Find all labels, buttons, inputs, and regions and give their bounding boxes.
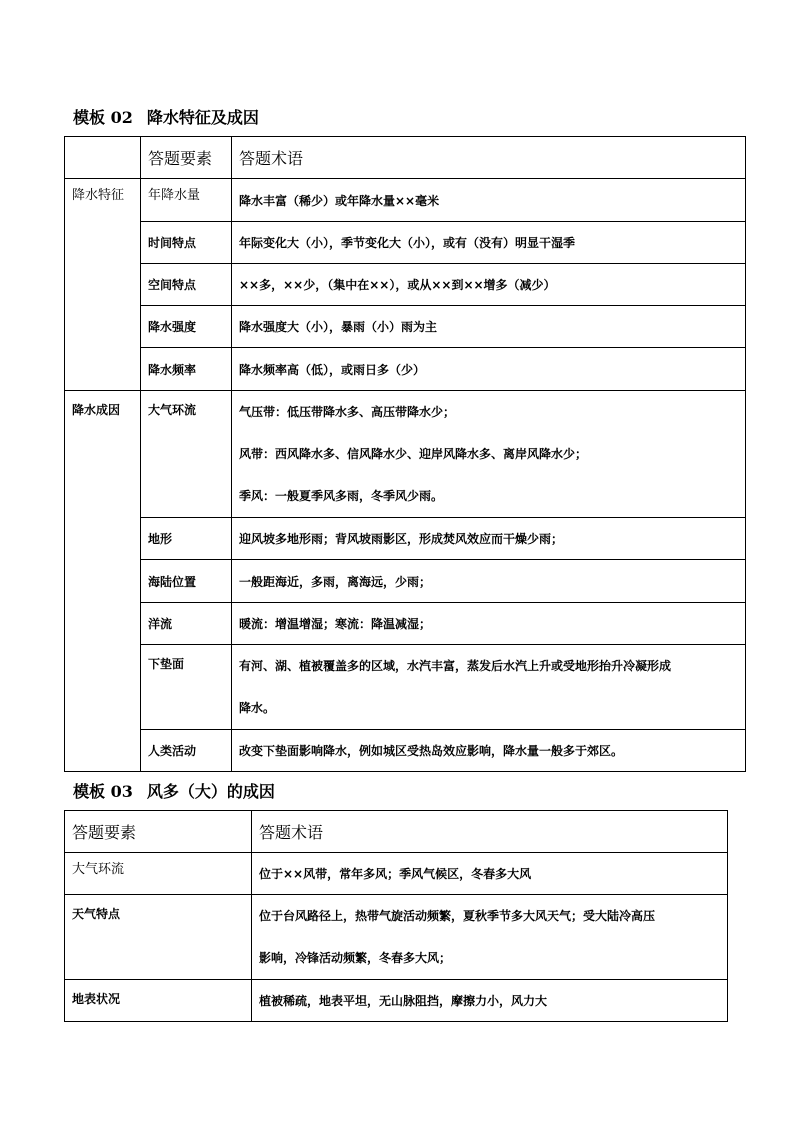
row-element: 空间特点 bbox=[141, 264, 232, 306]
row-element: 洋流 bbox=[141, 603, 232, 645]
table-row bbox=[65, 264, 746, 306]
row-term bbox=[232, 391, 746, 518]
table-row bbox=[65, 222, 746, 264]
row-element: 人类活动 bbox=[141, 730, 232, 772]
header-empty-cell bbox=[65, 137, 141, 179]
row-term: ××多，××少，（集中在××），或从××到××增多（减少） bbox=[232, 264, 746, 306]
table-row bbox=[65, 895, 728, 980]
template-03-heading bbox=[73, 779, 275, 802]
row-element: 大气环流 bbox=[141, 391, 232, 518]
table-header-row bbox=[65, 137, 746, 179]
row-element: 下垫面 bbox=[141, 645, 232, 730]
row-element: 降水强度 bbox=[141, 306, 232, 348]
row-element: 降水频率 bbox=[141, 348, 232, 391]
template-02-code: 模板 02 bbox=[73, 108, 133, 127]
table-row bbox=[65, 391, 746, 518]
row-term: 降水丰富（稀少）或年降水量××毫米 bbox=[232, 179, 746, 222]
row-element: 时间特点 bbox=[141, 222, 232, 264]
table-row bbox=[65, 645, 746, 730]
template-02-heading bbox=[73, 105, 259, 128]
term-line: 气压带：低压带降水多、高压带降水少； bbox=[239, 405, 456, 419]
template-02-title: 降水特征及成因 bbox=[146, 108, 259, 127]
row-term: 降水强度大（小），暴雨（小）雨为主 bbox=[232, 306, 746, 348]
row-element: 年降水量 bbox=[141, 179, 232, 222]
template-03-code: 模板 03 bbox=[73, 782, 133, 801]
table-header-row bbox=[65, 811, 728, 853]
table-row bbox=[65, 853, 728, 895]
header-element: 答题要素 bbox=[141, 137, 232, 179]
group-label-causes: 降水成因 bbox=[65, 391, 141, 772]
header-element: 答题要素 bbox=[65, 811, 252, 853]
term-line: 季风：一般夏季风多雨，冬季风少雨。 bbox=[239, 489, 444, 503]
row-term: 迎风坡多地形雨；背风坡雨影区，形成焚风效应而干燥少雨； bbox=[232, 518, 746, 560]
term-line: 位于台风路径上，热带气旋活动频繁，夏秋季节多大风天气；受大陆冷高压 bbox=[259, 909, 656, 923]
table-row bbox=[65, 179, 746, 222]
row-element: 天气特点 bbox=[65, 895, 252, 980]
row-element: 地形 bbox=[141, 518, 232, 560]
term-line: 降水。 bbox=[239, 701, 276, 715]
group-label-characteristics: 降水特征 bbox=[65, 179, 141, 391]
term-line: 有河、湖、植被覆盖多的区域，水汽丰富，蒸发后水汽上升或受地形抬升冷凝形成 bbox=[239, 659, 672, 673]
row-term bbox=[252, 895, 728, 980]
row-element: 地表状况 bbox=[65, 980, 252, 1022]
table-row bbox=[65, 730, 746, 772]
row-term: 年际变化大（小），季节变化大（小），或有（没有）明显干湿季 bbox=[232, 222, 746, 264]
row-term: 植被稀疏，地表平坦，无山脉阻挡，摩擦力小，风力大 bbox=[252, 980, 728, 1022]
row-element: 海陆位置 bbox=[141, 560, 232, 603]
term-line: 风带：西风降水多、信风降水少、迎岸风降水多、离岸风降水少； bbox=[239, 447, 588, 461]
header-term: 答题术语 bbox=[252, 811, 728, 853]
table-row bbox=[65, 348, 746, 391]
row-term: 暖流：增温增湿；寒流：降温减湿； bbox=[232, 603, 746, 645]
row-element: 大气环流 bbox=[65, 853, 252, 895]
template-03-title: 风多（大）的成因 bbox=[146, 782, 275, 801]
wind-table bbox=[64, 810, 728, 1022]
precipitation-table bbox=[64, 136, 746, 772]
table-row bbox=[65, 306, 746, 348]
table-row bbox=[65, 980, 728, 1022]
row-term bbox=[232, 645, 746, 730]
header-term: 答题术语 bbox=[232, 137, 746, 179]
table-row bbox=[65, 603, 746, 645]
table-row bbox=[65, 518, 746, 560]
row-term: 位于××风带，常年多风；季风气候区，冬春多大风 bbox=[252, 853, 728, 895]
term-line: 影响，冷锋活动频繁，冬春多大风； bbox=[259, 951, 452, 965]
row-term: 一般距海近，多雨，离海远，少雨； bbox=[232, 560, 746, 603]
row-term: 降水频率高（低），或雨日多（少） bbox=[232, 348, 746, 391]
row-term: 改变下垫面影响降水，例如城区受热岛效应影响，降水量一般多于郊区。 bbox=[232, 730, 746, 772]
table-row bbox=[65, 560, 746, 603]
